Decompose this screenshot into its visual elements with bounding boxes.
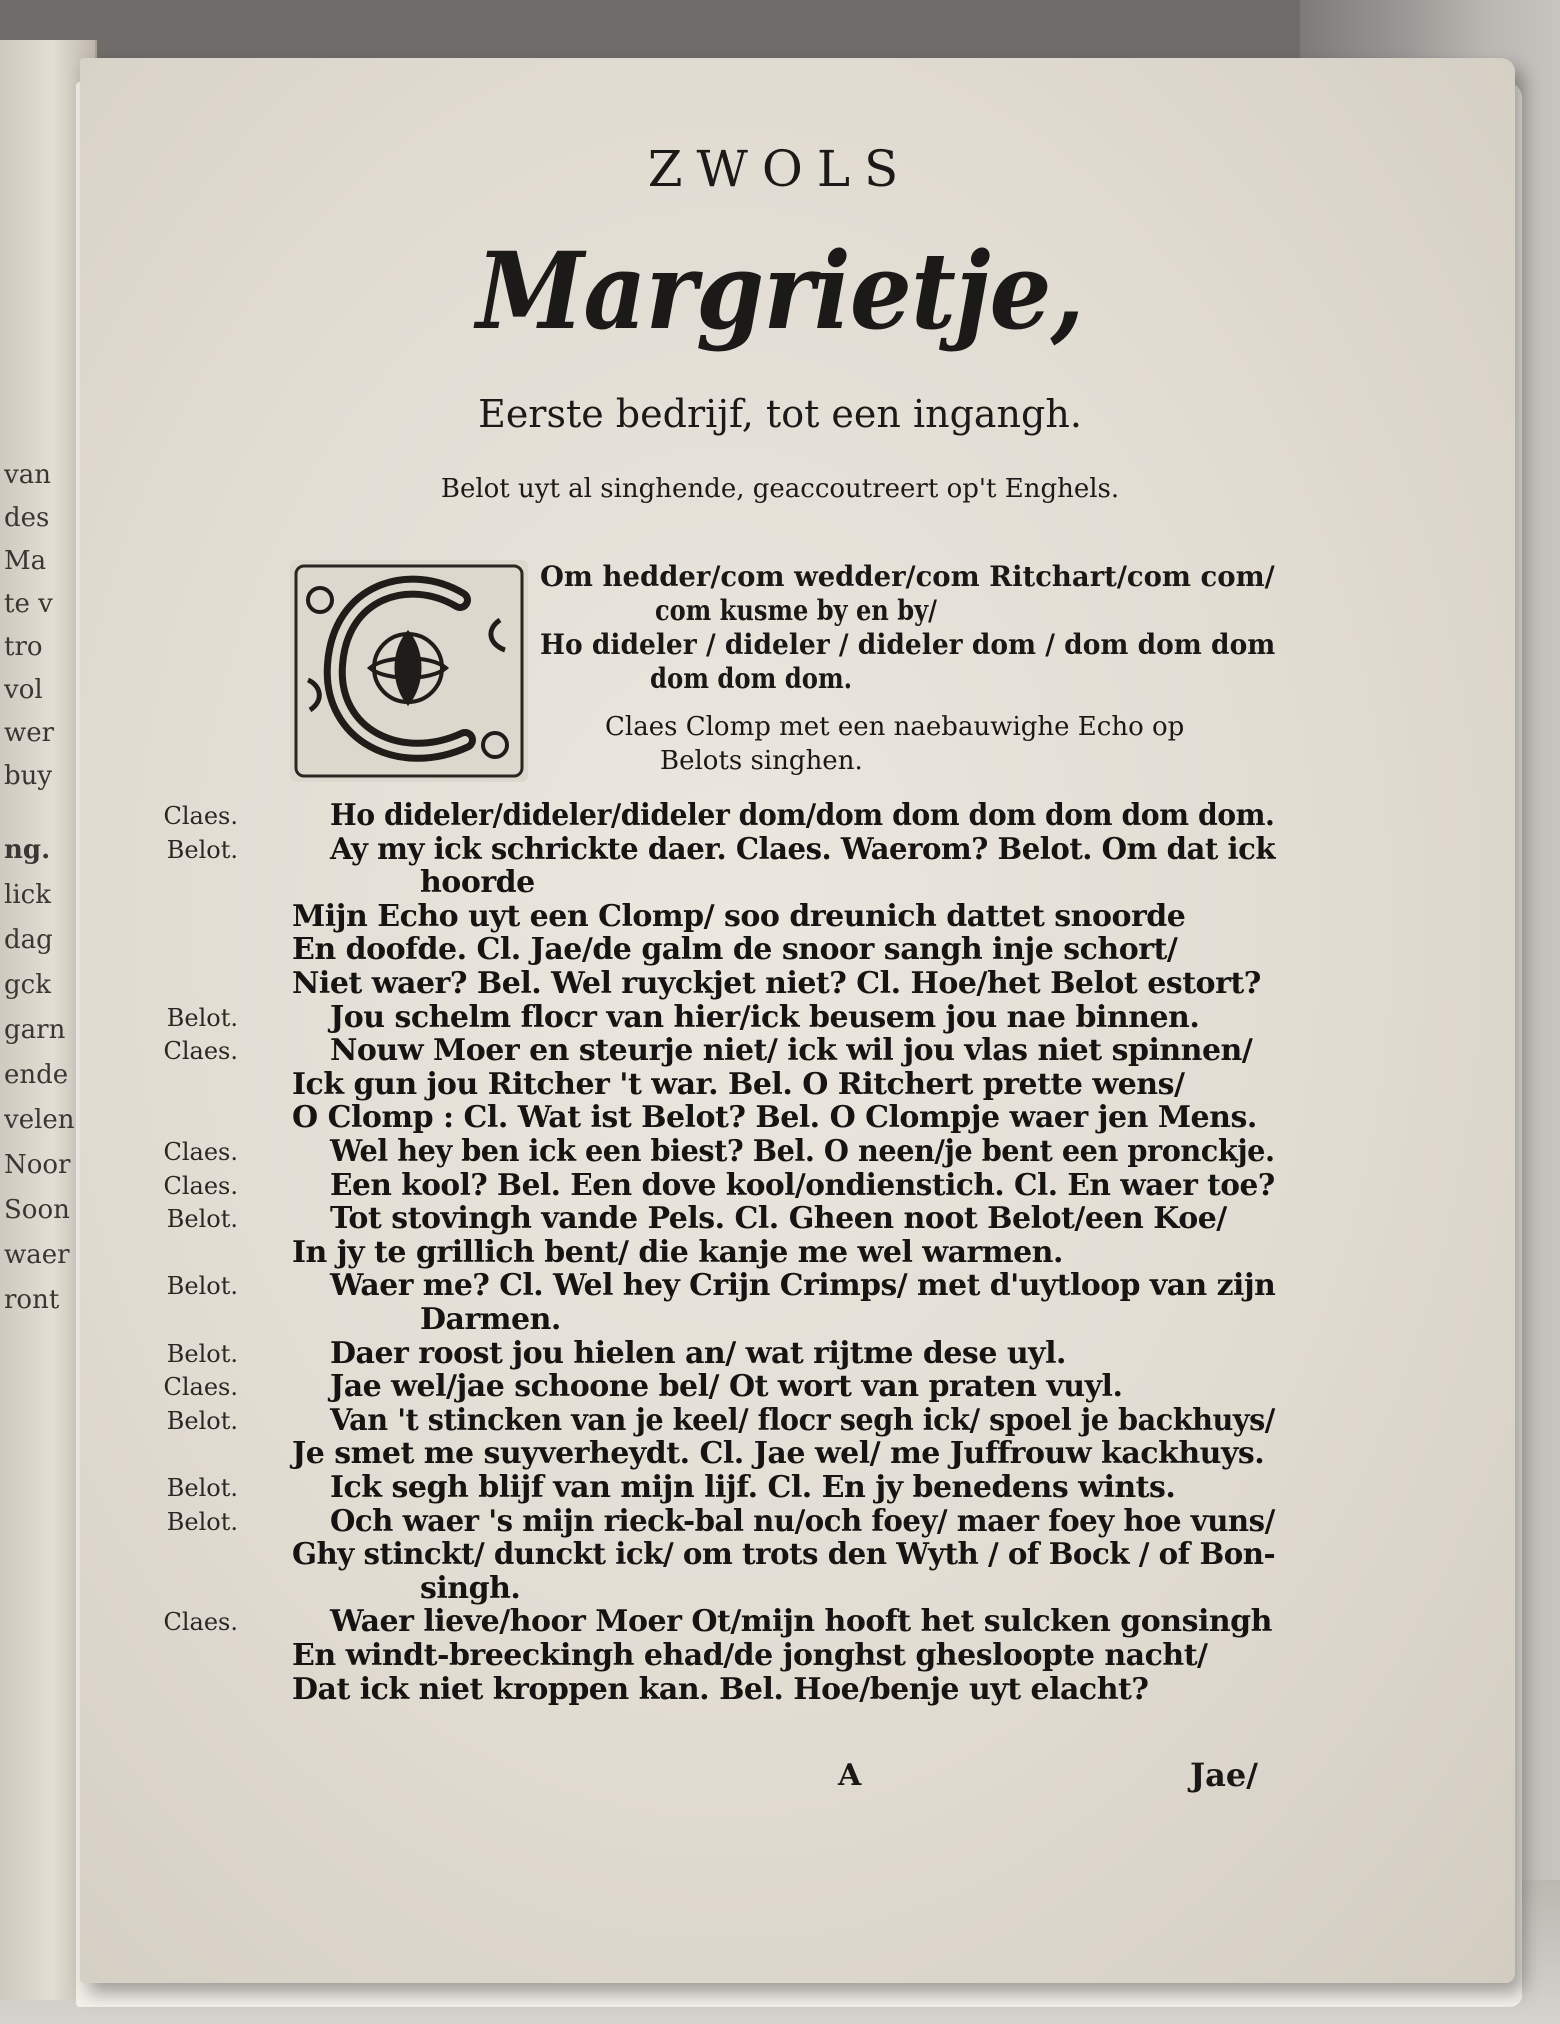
verse-line: Niet waer? Bel. Wel ruyckjet niet? Cl. Hoe/het Belot estort? — [292, 966, 1261, 1001]
verse-line: hoorde — [420, 865, 535, 901]
verse-line: En doofde. Cl. Jae/de galm de snoor sangh inje schort/ — [292, 932, 1178, 968]
left-fragment: gck — [4, 970, 51, 1000]
verse-line: Nouw Moer en steurje niet/ ick wil jou vlas niet spinnen/ — [330, 1033, 1253, 1069]
stage-direction: Belot uyt al singhende, geaccoutreert op't Enghels. — [440, 474, 1120, 504]
running-title: ZWOLS — [647, 140, 913, 198]
left-fragment: Soon — [4, 1195, 70, 1225]
song-line: Om hedder/com wedder/com Ritchart/com com/ — [540, 560, 1275, 593]
verse-line: Ay my ick schrickte daer. Claes. Waerom? Belot. Om dat ick — [330, 831, 1276, 867]
verse-line: Ho dideler/dideler/dideler dom/dom dom dom dom dom dom. — [330, 798, 1275, 833]
page-title: Margrietje, — [476, 228, 1084, 353]
verse-line: Jae wel/jae schoone bel/ Ot wort van praten vuyl. — [330, 1369, 1123, 1405]
speaker-label: Claes. — [163, 1138, 238, 1166]
speaker-label: Belot. — [166, 1507, 238, 1536]
verse-line: Wel hey ben ick een biest? Bel. O neen/je bent een pronckje. — [330, 1134, 1275, 1169]
verse-line: Darmen. — [420, 1302, 561, 1337]
verse-line: Van 't stincken van je keel/ flocr segh ick/ spoel je backhuys/ — [330, 1402, 1275, 1438]
speaker-label: Claes. — [163, 1171, 238, 1200]
left-fragment: waer — [4, 1240, 70, 1270]
echo-direction: Claes Clomp met een naebauwighe Echo op — [605, 712, 1185, 742]
speaker-label: Belot. — [166, 835, 238, 864]
verse-line: singh. — [420, 1570, 521, 1606]
verse-line: O Clomp : Cl. Wat ist Belot? Bel. O Clompje waer jen Mens. — [292, 1100, 1257, 1136]
speaker-label: Belot. — [166, 1474, 238, 1502]
verse-line: Tot stovingh vande Pels. Cl. Gheen noot Belot/een Koe/ — [330, 1201, 1227, 1237]
song-line: com kusme by en by/ — [655, 594, 937, 627]
verse-line: Een kool? Bel. Een dove kool/ondienstich. Cl. En waer toe? — [330, 1167, 1275, 1203]
verse-line: Jou schelm flocr van hier/ick beusem jou nae binnen. — [330, 999, 1200, 1035]
speaker-label: Claes. — [163, 1373, 238, 1402]
speaker-label: Claes. — [163, 1037, 238, 1066]
verse-line: Je smet me suyverheydt. Cl. Jae wel/ me Juffrouw kackhuys. — [292, 1436, 1265, 1472]
left-fragment: te v — [4, 589, 53, 619]
song-line: dom dom dom. — [650, 662, 853, 695]
left-fragment: ng. — [4, 835, 51, 865]
left-fragment: tro — [4, 632, 43, 662]
speaker-label: Belot. — [166, 1272, 238, 1301]
left-fragment: wer — [4, 718, 55, 748]
left-fragment: ende — [4, 1060, 69, 1090]
left-fragment: van — [4, 460, 51, 490]
verse-line: En windt-breeckingh ehad/de jonghst ghesloopte nacht/ — [292, 1638, 1208, 1673]
speaker-label: Belot. — [166, 1339, 238, 1368]
verse-line: Ghy stinckt/ dunckt ick/ om trots den Wyth / of Bock / of Bon- — [292, 1537, 1276, 1573]
verse-line: Ick gun jou Ritcher 't war. Bel. O Ritchert prette wens/ — [292, 1066, 1185, 1102]
verse-line: Mijn Echo uyt een Clomp/ soo dreunich dattet snoorde — [292, 898, 1186, 934]
left-fragment: lick — [4, 880, 51, 910]
signature-mark: A — [838, 1758, 862, 1793]
left-fragment: velen — [4, 1105, 75, 1135]
verse-line: In jy te grillich bent/ die kanje me wel warmen. — [292, 1234, 1063, 1270]
left-fragment: ront — [4, 1285, 60, 1315]
verse-line: Dat ick niet kroppen kan. Bel. Hoe/benje uyt elacht? — [292, 1671, 1149, 1707]
speaker-label: Claes. — [163, 802, 238, 830]
left-fragment: vol — [4, 675, 43, 705]
song-line: Ho dideler / dideler / dideler dom / dom dom dom — [540, 628, 1276, 661]
speaker-label: Belot. — [166, 1205, 238, 1234]
catchword: Jae/ — [1190, 1756, 1258, 1794]
left-fragment: Ma — [4, 546, 47, 576]
verse-line: Waer lieve/hoor Moer Ot/mijn hooft het sulcken gonsingh — [330, 1604, 1272, 1640]
act-heading: Eerste bedrijf, tot een ingangh. — [478, 392, 1082, 436]
verse-line: Waer me? Cl. Wel hey Crijn Crimps/ met d'uytloop van zijn — [330, 1268, 1276, 1304]
verse-line: Och waer 's mijn rieck-bal nu/och foey/ maer foey hoe vuns/ — [330, 1503, 1275, 1539]
verse-line: Ick segh blijf van mijn lijf. Cl. En jy benedens wints. — [330, 1470, 1176, 1505]
speaker-label: Claes. — [163, 1608, 238, 1637]
left-fragment: des — [4, 503, 50, 533]
left-fragment: dag — [4, 925, 53, 955]
verse-line: Daer roost jou hielen an/ wat rijtme dese uyl. — [330, 1335, 1066, 1371]
left-fragment: garn — [4, 1015, 66, 1045]
left-fragment: Noor — [4, 1150, 71, 1180]
decorated-initial-c — [290, 560, 528, 782]
speaker-label: Belot. — [166, 1406, 238, 1435]
left-fragment: buy — [4, 761, 53, 791]
echo-direction: Belots singhen. — [660, 746, 863, 776]
speaker-label: Belot. — [166, 1003, 238, 1032]
